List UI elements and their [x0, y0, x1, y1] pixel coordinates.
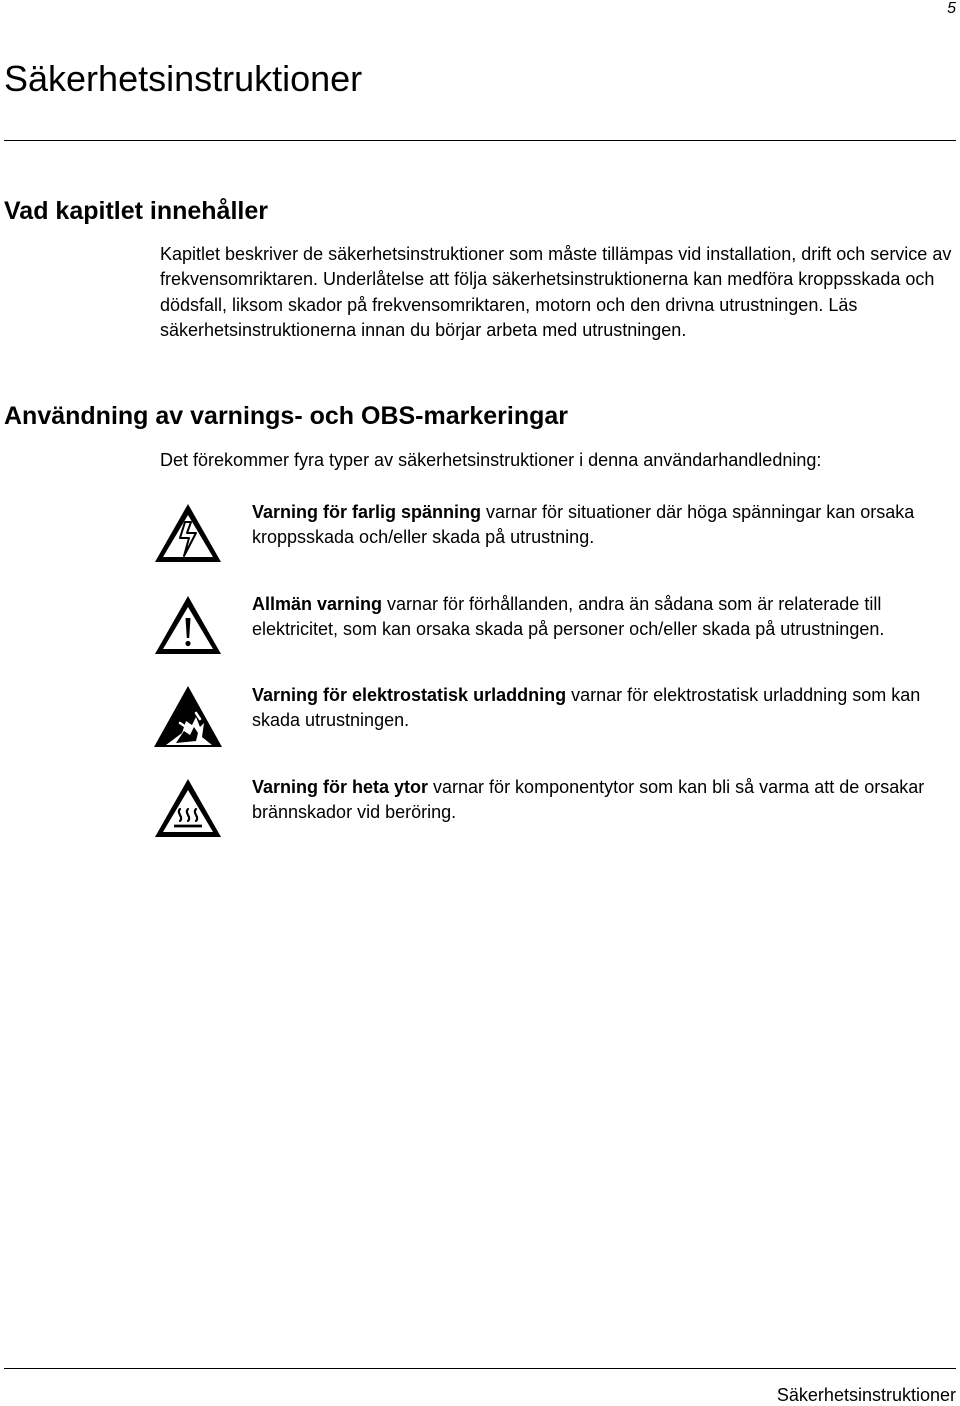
warning-desc-general: varnar för förhållanden, andra än sådana som är relaterade till elektricitet, som kan orsaka skada på personer och/eller skada på utrustningen. — [252, 594, 885, 640]
footer-divider — [4, 1368, 956, 1369]
warning-title-electrostatic: Varning för elektrostatisk urladdning — [252, 685, 567, 705]
warning-title-high-voltage: Varning för farlig spänning — [252, 502, 482, 522]
general-warning-icon — [152, 592, 224, 658]
electrostatic-discharge-warning-icon — [152, 683, 224, 749]
warning-desc-high-voltage: varnar för situationer där höga spänningar kan orsaka kroppsskada och/eller skada på utrustning. — [252, 502, 915, 548]
hot-surface-warning-icon — [152, 775, 224, 841]
title-divider — [4, 140, 956, 141]
page-title: Säkerhetsinstruktioner — [4, 58, 363, 99]
section-heading-contents: Vad kapitlet innehåller — [4, 197, 268, 225]
warning-text-high-voltage — [252, 500, 956, 551]
section-markings-intro: Det förekommer fyra typer av säkerhetsinstruktioner i denna användarhandledning: — [160, 450, 822, 470]
section-heading-markings: Användning av varnings- och OBS-markeringar — [4, 402, 569, 430]
warning-text-hot-surface — [252, 775, 956, 826]
warning-title-general: Allmän varning — [252, 594, 383, 614]
warning-text-general — [252, 592, 956, 643]
warning-desc-electrostatic: varnar för elektrostatisk urladdning som kan skada utrustningen. — [252, 685, 921, 731]
warning-desc-hot-surface: varnar för komponentytor som kan bli så varma att de orsakar brännskador vid beröring. — [252, 777, 925, 823]
footer-label: Säkerhetsinstruktioner — [776, 1385, 956, 1405]
warning-title-hot-surface: Varning för heta ytor — [252, 777, 429, 797]
page-number: 5 — [947, 0, 956, 17]
warning-text-electrostatic — [252, 683, 956, 734]
section-contents-body: Kapitlet beskriver de säkerhetsinstruktioner som måste tillämpas vid installation, drift och service av frekvensomriktaren. Underlåtelse att följa säkerhetsinstruktionerna kan medföra kroppsskada och dödsfall, liksom skador på frekvensomriktaren, motorn och den drivna utrustningen. Läs säkerhetsinstruktionerna innan du börjar arbeta med utrustningen. — [160, 244, 952, 340]
high-voltage-warning-icon — [152, 500, 224, 566]
